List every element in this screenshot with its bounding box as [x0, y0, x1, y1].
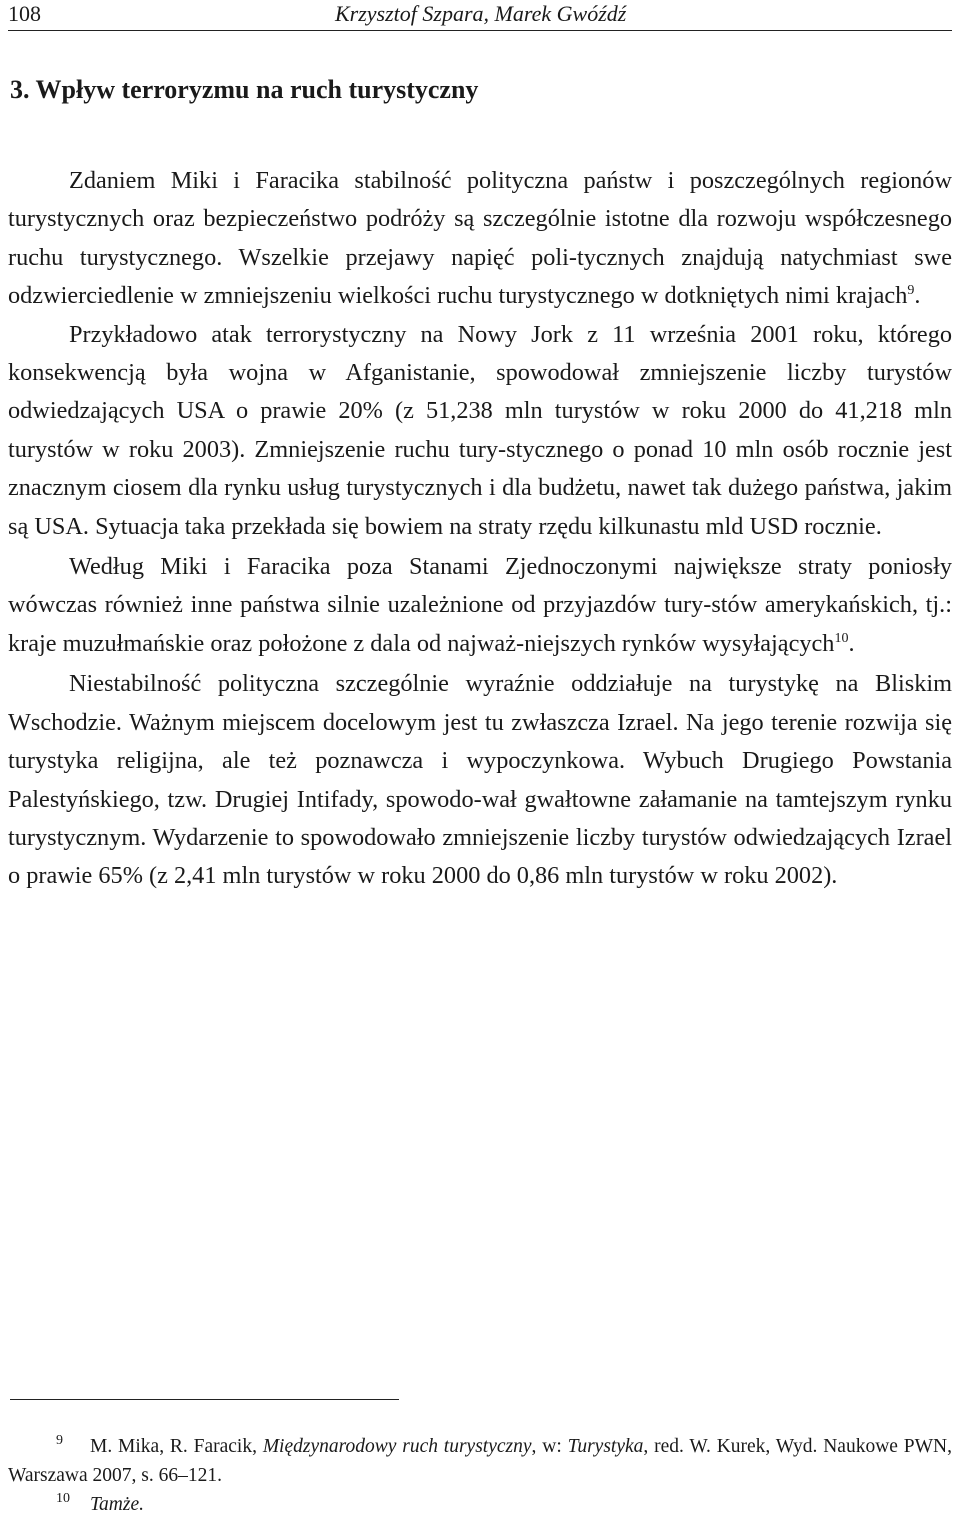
- section-title: 3. Wpływ terroryzmu na ruch turystyczny: [10, 75, 479, 104]
- footnote-book-title: Międzynarodowy ruch turystyczny: [262, 1436, 532, 1457]
- paragraph-3-end: .: [848, 629, 855, 657]
- paragraph-1-end: .: [914, 282, 921, 310]
- footnote-text: Tamże.: [90, 1494, 145, 1515]
- paragraph-1-text: Zdaniem Miki i Faracika stabilność polityczna państw i poszczególnych regionów turystycznych oraz bezpieczeństwo podróży są szczególnie istotne dla rozwoju współczesnego ruchu turystycznego. Wszelkie przejawy napięć poli-tycznych znajdują natychmiast swe odzwierciedlenie w zmniejszeniu wielkości ruchu turystycznego w dotkniętych nimi krajach: [8, 167, 952, 310]
- paragraph-4: Niestabilność polityczna szczególnie wyraźnie oddziałuje na turystykę na Bliskim Wschodzie. Ważnym miejscem docelowym jest tu zwłaszcza Izrael. Na jego terenie rozwija się turystyka religijna, ale też poznawcza i wypoczynkowa. Wybuch Drugiego Powstania Palestyńskiego, tzw. Drugiej Intifady, spowodo-wał gwałtowne załamanie na tamtejszym rynku turystycznym. Wydarzenie to spowodowało zmniejszenie liczby turystów odwiedzających Izrael o prawie 65% (z 2,41 mln turystów w roku 2000 do 0,86 mln turystów w roku 2002).: [8, 670, 952, 890]
- header-rule: [8, 30, 952, 31]
- running-head: Krzysztof Szpara, Marek Gwóźdź: [335, 1, 627, 26]
- footnote-mid: , w:: [531, 1436, 568, 1457]
- footnote-ref-10: 10: [834, 630, 849, 646]
- paragraph-1: [8, 162, 952, 316]
- footnote-publisher: , red. W. Kurek, Wyd. Naukowe PWN, Warszawa 2007, s. 66–121.: [8, 1436, 952, 1486]
- footnote-volume: Turystyka: [567, 1436, 644, 1457]
- page-number: 108: [8, 1, 41, 26]
- footnote-authors: M. Mika, R. Faracik,: [90, 1436, 263, 1457]
- footnote-ref-9: 9: [907, 283, 915, 299]
- paragraph-3-text: Według Miki i Faracika poza Stanami Zjednoczonymi największe straty poniosły wówczas również inne państwa silnie uzależnione od przyjazdów tury-stów amerykańskich, tj.: kraje muzułmańskie oraz położone z dala od najważ-niejszych rynków wysyłających: [8, 553, 952, 657]
- page-header: [8, 0, 952, 31]
- paragraph-2: Przykładowo atak terrorystyczny na Nowy Jork z 11 września 2001 roku, którego konsekwencją była wojna w Afganistanie, spowodował zmniejszenie liczby turystów odwiedzających USA o prawie 20% (z 51,238 mln turystów w roku 2000 do 41,218 mln turystów w roku 2003). Zmniejszenie ruchu tury-stycznego o ponad 10 mln osób rocznie jest znacznym ciosem dla rynku usług turystycznych i dla budżetu, nawet tak dużego państwa, jakim są USA. Sytuacja taka przekłada się bowiem na straty rzędu kilkunastu mld USD rocznie.: [8, 320, 952, 540]
- footnote-9: [8, 1432, 952, 1490]
- footnote-separator: [10, 1399, 399, 1400]
- footnote-10: [8, 1490, 952, 1519]
- paragraph-3: [8, 548, 952, 663]
- footnote-number: 9: [56, 1433, 63, 1448]
- body-text: [8, 162, 952, 896]
- footnotes: [8, 1432, 952, 1519]
- footnote-number: 10: [56, 1491, 70, 1506]
